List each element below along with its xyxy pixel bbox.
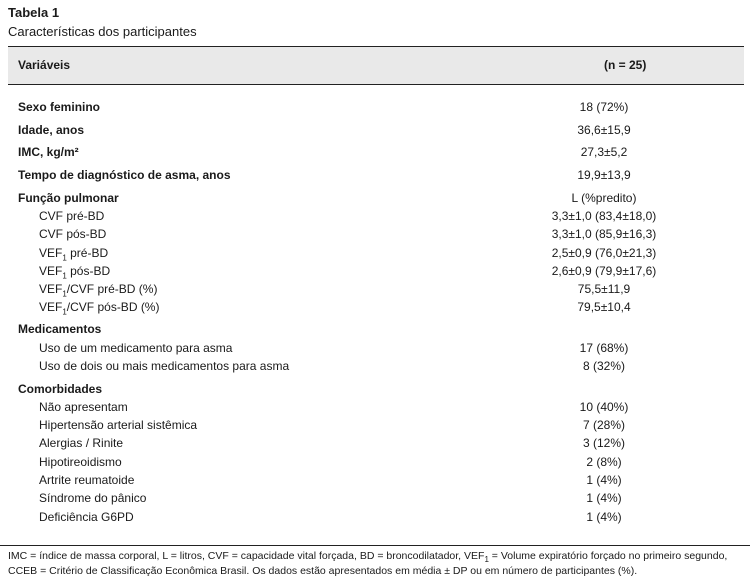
row-value: 18 (72%): [579, 100, 629, 114]
row-label: Artrite reumatoide: [39, 473, 135, 487]
row-label: Função pulmonar: [18, 191, 119, 205]
table-row: [8, 472, 744, 488]
row-label: Hipertensão arterial sistêmica: [39, 418, 198, 432]
table-bottom-rule: [0, 545, 750, 546]
table-row: [8, 245, 744, 261]
row-label: $VEF_1$/CVF pré-BD (%): [39, 282, 158, 299]
row-label: CVF pós-BD: [39, 227, 107, 241]
row-label: Síndrome do pânico: [39, 491, 147, 505]
row-label: Deficiência G6PD: [39, 510, 134, 524]
row-value: 3,3±1,0 (85,9±16,3): [551, 227, 657, 241]
table-subtitle: Características dos participantes: [8, 24, 197, 39]
row-value: 19,9±13,9: [577, 168, 631, 182]
table-row: [8, 509, 744, 525]
row-value: 36,6±15,9: [577, 123, 631, 137]
row-label: Tempo de diagnóstico de asma, anos: [18, 168, 231, 182]
row-label: $VEF_1$ pré-BD: [39, 246, 109, 263]
row-value: 3 (12%): [582, 436, 626, 450]
table-row: [8, 340, 744, 356]
row-label: CVF pré-BD: [39, 209, 105, 223]
row-value: 3,3±1,0 (83,4±18,0): [551, 209, 657, 223]
table-header: Variáveis (n = 25): [8, 46, 744, 85]
section-row-comorbidities: [8, 381, 744, 397]
row-value: 2 (8%): [586, 455, 622, 469]
table-row: [8, 144, 744, 160]
table-footnote: [8, 549, 748, 579]
table-row: [8, 417, 744, 433]
table-row: [8, 208, 744, 224]
row-label: Medicamentos: [18, 322, 102, 336]
table-title: Tabela 1: [8, 5, 60, 20]
table-row: [8, 454, 744, 470]
row-label: Hipotireoidismo: [39, 455, 122, 469]
row-label: Idade, anos: [18, 123, 85, 137]
row-label: Alergias / Rinite: [39, 436, 124, 450]
row-label: Não apresentam: [39, 400, 128, 414]
table-row: [8, 299, 744, 315]
row-value: 2,5±0,9 (76,0±21,3): [551, 246, 657, 260]
footnote-line-2: CCEB = Critério de Classificação Econômica Brasil. Os dados estão apresentados em média ± DP ou em número de participantes (%).: [8, 565, 638, 577]
row-label: Uso de dois ou mais medicamentos para asma: [39, 359, 290, 373]
row-value: 7 (28%): [582, 418, 626, 432]
table-row: [8, 358, 744, 374]
row-label: Uso de um medicamento para asma: [39, 341, 233, 355]
table-row: [8, 99, 744, 115]
row-value: 1 (4%): [586, 491, 622, 505]
footnote-line-1: IMC = índice de massa corporal, L = litros, CVF = capacidade vital forçada, BD = broncodilatador, $VEF_1$ = Volume expiratório forçado no primeiro segundo,: [8, 550, 728, 565]
table-caption: [8, 5, 197, 40]
row-label: Sexo feminino: [18, 100, 101, 114]
table-row: [8, 263, 744, 279]
row-label: $VEF_1$/CVF pós-BD (%): [39, 300, 160, 317]
section-row-lung-function: [8, 190, 744, 206]
table-row: [8, 399, 744, 415]
row-label: $VEF_1$ pós-BD: [39, 264, 111, 281]
row-label: Comorbidades: [18, 382, 103, 396]
table-row: [8, 490, 744, 506]
table-row: [8, 435, 744, 451]
table-row: [8, 122, 744, 138]
table-row: [8, 167, 744, 183]
section-row-medications: [8, 321, 744, 337]
row-value: 79,5±10,4: [577, 300, 631, 314]
row-label: IMC, kg/m²: [18, 145, 79, 159]
row-value: 75,5±11,9: [577, 282, 631, 296]
row-value: 10 (40%): [579, 400, 629, 414]
table-row: [8, 281, 744, 297]
row-value: 8 (32%): [582, 359, 626, 373]
row-value: 17 (68%): [579, 341, 629, 355]
row-value: L (%predito): [571, 191, 637, 205]
header-variables: Variáveis: [18, 58, 71, 72]
row-value: 1 (4%): [586, 510, 622, 524]
row-value: 1 (4%): [586, 473, 622, 487]
row-value: 27,3±5,2: [580, 145, 628, 159]
table-row: [8, 226, 744, 242]
row-value: 2,6±0,9 (79,9±17,6): [551, 264, 657, 278]
participants-table: [8, 46, 744, 524]
